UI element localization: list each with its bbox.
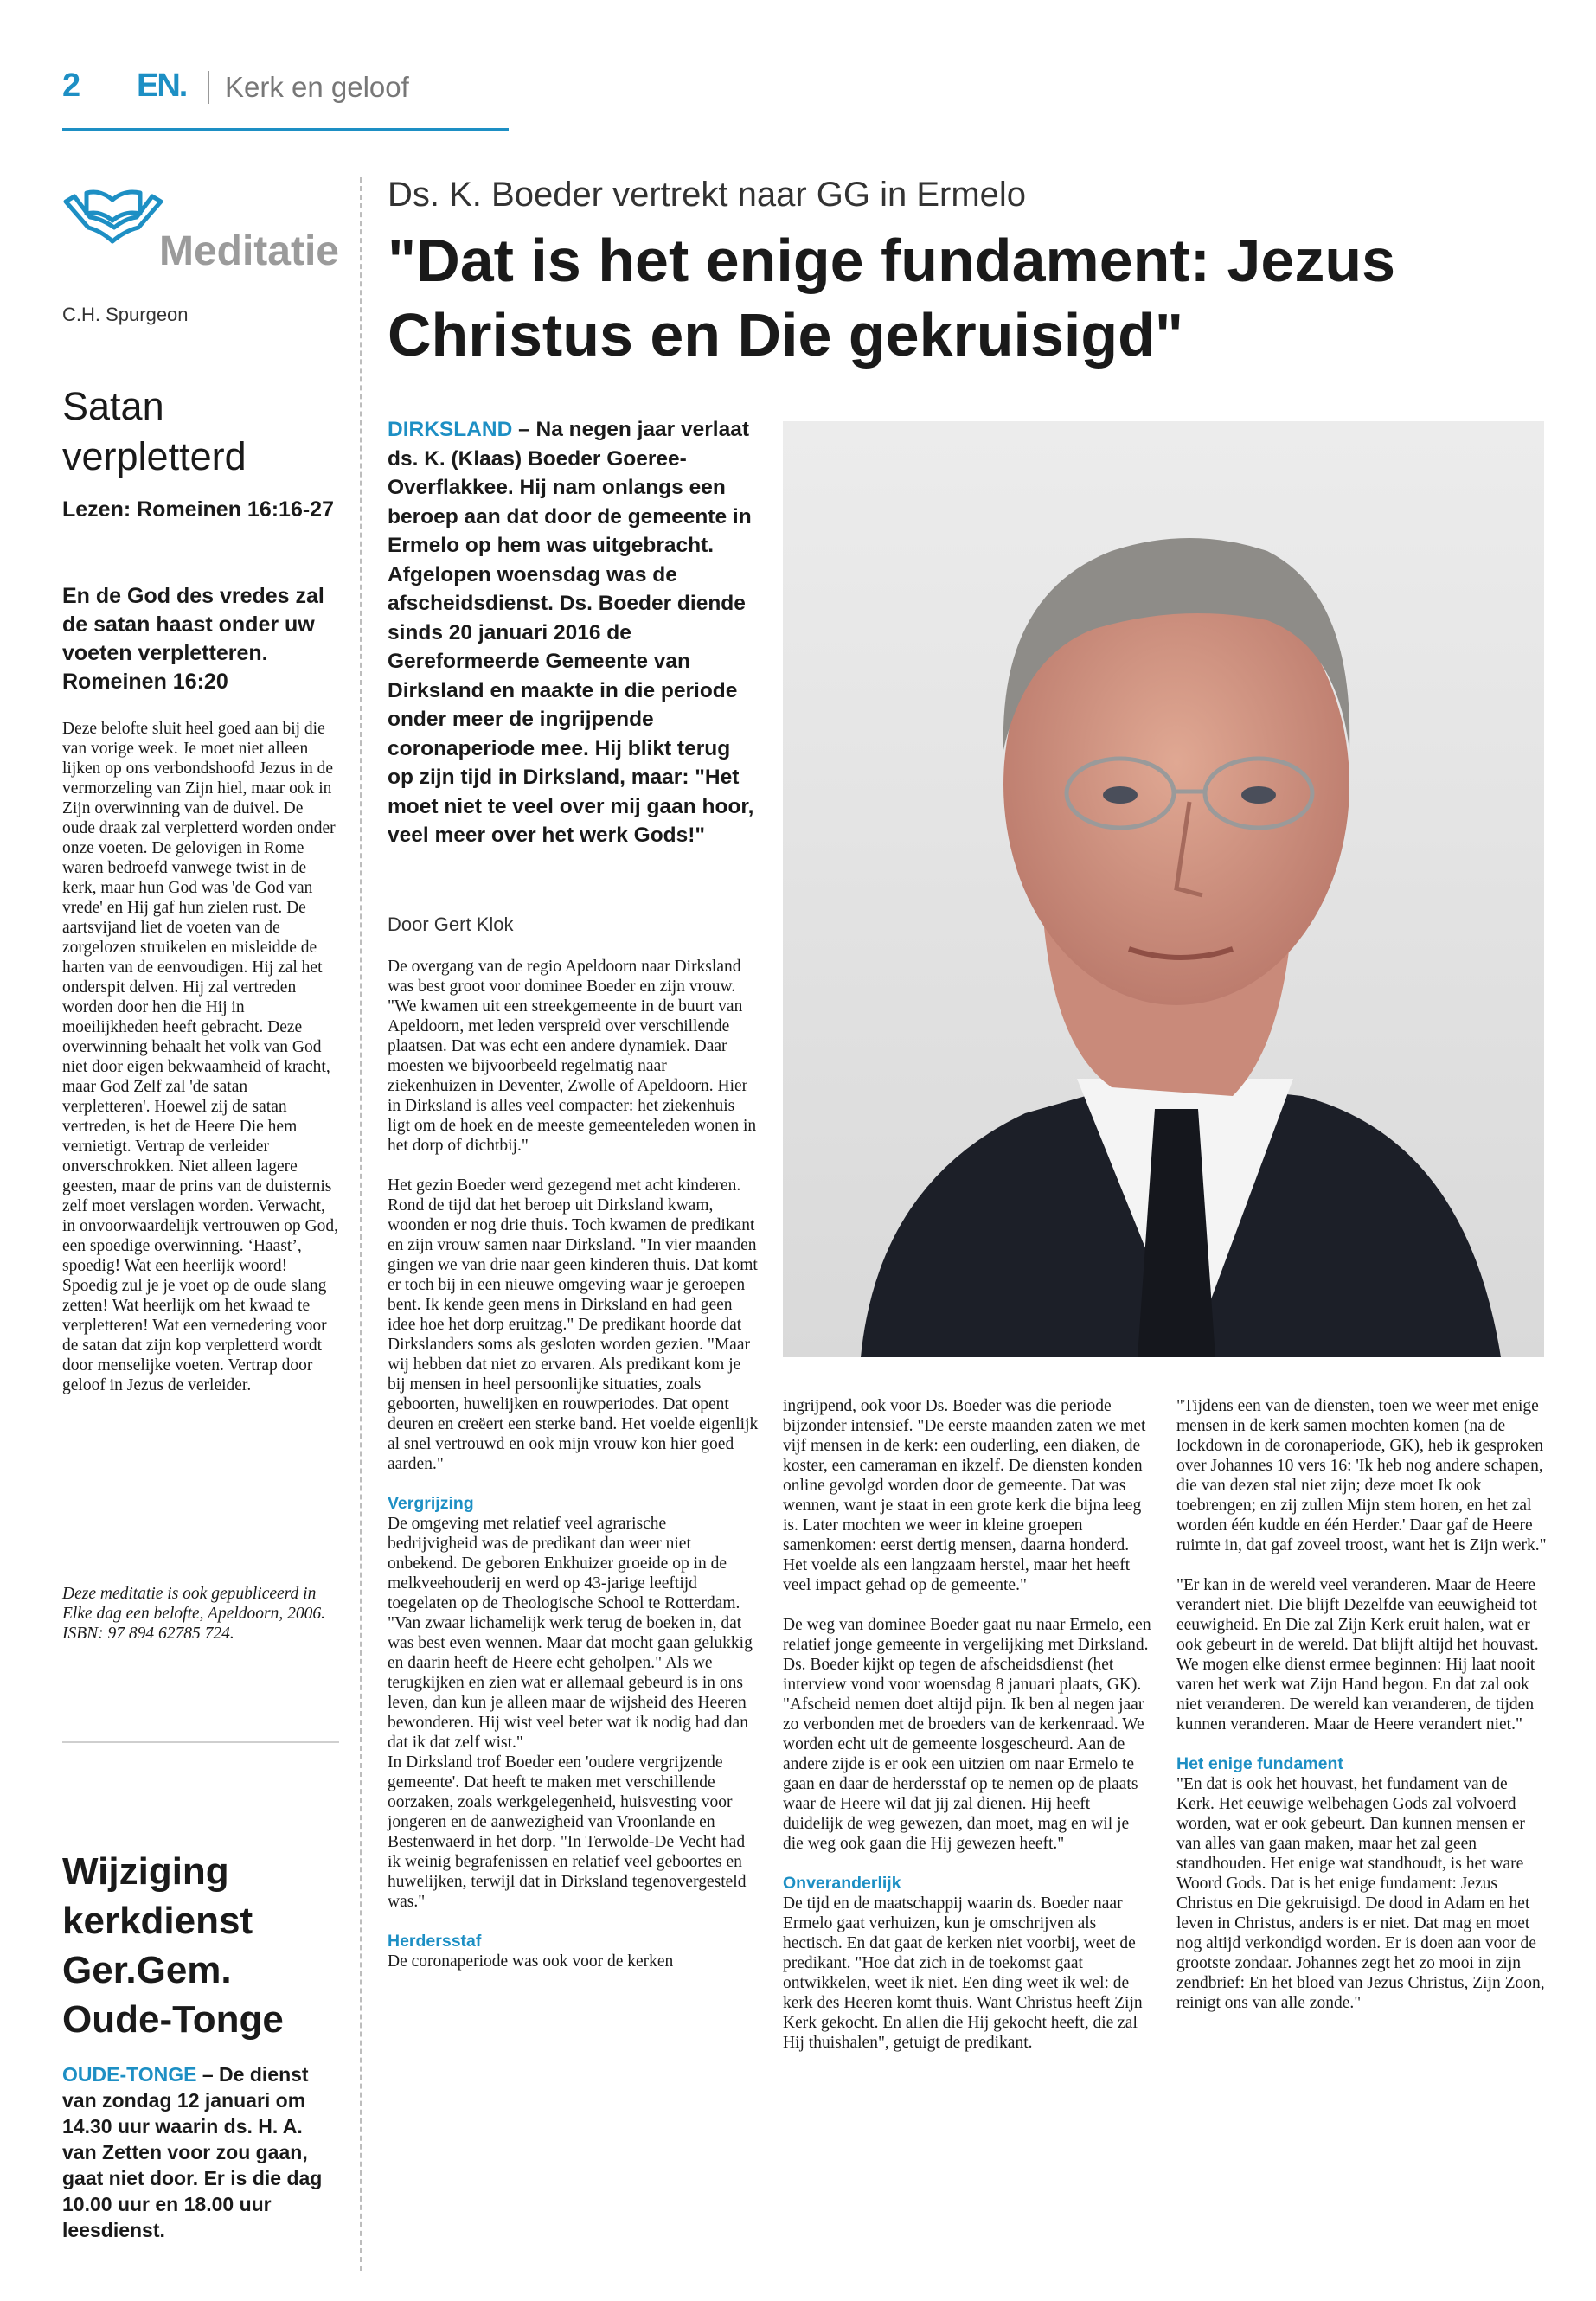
meditation-heading: Satan verpletterd bbox=[62, 384, 247, 478]
header-rule bbox=[62, 128, 509, 131]
body-paragraph: De overgang van de regio Apeldoorn naar Dirksland was best groot voor dominee Boeder en zijn vrouw. "We kwamen uit een streekgemeente in de buurt van Apeldoorn, met leden verspreid over verschillende plaatsen. Dat was echt een andere dynamiek. Daar moesten we bijvoorbeeld regelmatig naar ziekenhuizen in Deventer, Zwolle of Apeldoorn. Hier in Dirksland is alles veel compacter: het ziekenhuis ligt om de hoek en de meeste gemeenteleden wonen in het dorp of dichtbij." bbox=[388, 958, 757, 1155]
page-number: 2 bbox=[62, 67, 81, 104]
body-paragraph: De weg van dominee Boeder gaat nu naar Ermelo, een relatief jonge gemeente in vergelijking met Dirksland. Ds. Boeder kijkt op tegen de afscheidsdienst (het interview vond voor woensdag 8 januari plaats, GK). "Afscheid nemen doet altijd pijn. Ik ben al negen jaar zo verbonden met de broeders van de kerkenraad. We worden echt uit de gemeente losgescheurd. Aan de andere zijde is er ook een uitzien om naar Ermelo te gaan en daar de herdersstaf op te nemen op de plaats waar de Heere wil dat jij zal dienen. Hij heeft duidelijk de weg gewezen, dan moet, mag en wil je die weg ook gaan die Hij gewezen heeft." bbox=[783, 1616, 1151, 1853]
subheading-het-enige-fundament: Het enige fundament bbox=[1176, 1754, 1343, 1773]
meditation-body: Deze belofte sluit heel goed aan bij die van vorige week. Je moet niet alleen lijken op ons verbondshoofd Jezus in de vermorzeling van Zijn hiel, maar ook in Zijn overwinning van de duivel. De oude draak zal verpletterd worden onder onze voeten. De gelovigen in Rome waren bedroefd vanwege twist in de kerk, maar hun God was 'de God van vrede' en Hij gaf hun zielen rust. De aartsvijand liet de voeten van de zorgelozen struikelen en misleidde de harten van de eenvoudigen. Hij zal het onderspit delven. Hij zal vertreden worden door hen die Hij in moeilijkheden heeft gebracht. Deze overwinning behaalt het volk van God niet door eigen bekwaamheid of kracht, maar God Zelf zal 'de satan verpletteren'. Hoewel zij de satan vertreden, is het de Heere Die hem vernietigt. Vertrap de verleider onverschrokken. Niet alleen lagere geesten, maar de prins van de duisternis zelf moet verslagen worden. Verwacht, in onvoorwaardelijk vertrouwen op God, een spoedige overwinning. ‘Haast’, spoedig! Wat een heerlijk woord! Spoedig zul je je voet op de oude slang zetten! Wat heerlijk om het kwaad te verpletteren! Wat een vernedering voor de satan dat zijn kop verpletterd wordt door menselijke voeten. Vertrap door geloof in Jezus de verleider. bbox=[62, 720, 338, 1394]
body-paragraph: "Er kan in de wereld veel veranderen. Maar de Heere verandert niet. Die blijft Dezelfde van eeuwigheid tot eeuwigheid. En Die zal Zijn Kerk eruit halen, wat er ook gebeurt in de wereld. Dat blijft altijd het houvast. We mogen elke dienst ermee beginnen: Hij laat nooit varen het werk wat Zijn Hand begon. En dat zal ook niet veranderen. De wereld kan veranderen, de tijden kunnen veranderen. Maar de Heere verandert niet." bbox=[1176, 1576, 1539, 1734]
sidebar-divider bbox=[62, 1741, 339, 1743]
body-paragraph: De tijd en de maatschappij waarin ds. Boeder naar Ermelo gaat verhuizen, kun je omschrijven als hectisch. En dat gaat de kerken niet voorbij, weet de predikant. "Hoe dat zich in de toekomst gaat ontwikkelen, weet ik niet. Een ding weet ik wel: de kerk des Heeren komt thuis. Want Christus heeft Zijn Kerk gekocht. En allen die Hij gekocht heeft, die zal Hij thuishalen", getuigt de predikant. bbox=[783, 1894, 1143, 2052]
article-column-2 bbox=[783, 1396, 1153, 2073]
article-headline: "Dat is het enige fundament: Jezus Christus en Die gekruisigd" bbox=[388, 227, 1396, 369]
body-paragraph: "En dat is ook het houvast, het fundament van de Kerk. Het eeuwige welbehagen Gods zal volvoerd worden, wat er ook gebeurt. Dan kunnen mensen er van alles van gaan maken, maar het zal geen standhouden. Het enige wat standhoudt, is het ware Woord Gods. Dat is het enige fundament: Jezus Christus en Die gekruisigd. De dood in Adam en het leven in Christus, anders is er niet. Dat mag en moet nog altijd verkondigd worden. Er is doen aan voor de grootste zondaar. Johannes zegt het zo mooi in zijn zendbrief: En het bloed van Jezus Christus, Zijn Zoon, reinigt ons van alle zonde." bbox=[1176, 1775, 1545, 2012]
body-paragraph: De coronaperiode was ook voor de kerken bbox=[388, 1952, 674, 1971]
portrait-photo bbox=[783, 421, 1544, 1357]
article-column-3 bbox=[1176, 1396, 1547, 2033]
subheading-onveranderlijk: Onveranderlijk bbox=[783, 1874, 901, 1893]
column-divider bbox=[360, 177, 362, 2271]
subheading-herdersstaf: Herdersstaf bbox=[388, 1932, 482, 1951]
notice-body bbox=[62, 2061, 339, 2243]
notice-text: – De dienst van zondag 12 januari om 14.30 uur waarin ds. H. A. van Zetten voor zou gaan, gaat niet door. Er is die dag 10.00 uur en 18.00 uur leesdienst. bbox=[62, 2063, 323, 2241]
lead-dateline: DIRKSLAND bbox=[388, 418, 513, 441]
lead-text: – Na negen jaar verlaat ds. K. (Klaas) Boeder Goeree-Overflakkee. Hij nam onlangs een beroep aan dat door de gemeente in Ermelo op hem was uitgebracht. Afgelopen woensdag was de afscheidsdienst. Ds. Boeder diende sinds 20 januari 2016 de Gereformeerde Gemeente van Dirksland en maakte in die periode onder meer de ingrijpende coronaperiode mee. Hij blikt terug op zijn tijd in Dirksland, maar: "Het moet niet te veel over mij gaan hoor, veel meer over het werk Gods!" bbox=[388, 418, 754, 847]
article-column-1 bbox=[388, 957, 760, 1991]
notice-title: Wijziging kerkdienst Ger.Gem. Oude-Tonge bbox=[62, 1850, 284, 2041]
header-separator bbox=[208, 71, 209, 104]
meditation-quote: En de God des vredes zal de satan haast onder uw voeten verpletteren. Romeinen 16:20 bbox=[62, 584, 324, 694]
meditation-source-note: Deze meditatie is ook gepubliceerd in Elke dag een belofte, Apeldoorn, 2006. ISBN: 97 894 62785 724. bbox=[62, 1585, 325, 1643]
body-paragraph: Het gezin Boeder werd gezegend met acht kinderen. Rond de tijd dat het beroep uit Dirksland kwam, woonden er nog drie thuis. Toch kwamen de predikant en zijn vrouw samen naar Dirksland. "In vier maanden gingen we van drie naar geen kinderen thuis. Dat komt er toch bij in een nieuwe omgeving waar je geroepen bent. Ik kende geen mens in Dirksland en had geen idee hoe het dorp eruitzag." De predikant hoorde dat Dirkslanders soms als gesloten worden gezien. "Maar wij hebben dat niet zo ervaren. Als predikant kom je bij mensen in heel persoonlijke situaties, zoals geboorten, huwelijken en rouwperiodes. Dat opent deuren en creëert een sterke band. Het voelde eigenlijk al snel vertrouwd en ook mijn vrouw kon hier goed aarden." bbox=[388, 1176, 759, 1473]
article-byline: Door Gert Klok bbox=[388, 913, 514, 935]
page-header bbox=[62, 62, 509, 130]
meditatie-label: Meditatie bbox=[158, 228, 339, 274]
body-paragraph: In Dirksland trof Boeder een 'oudere vergrijzende gemeente'. Dat heeft te maken met verschillende oorzaken, zoals werkgelegenheid, huisvesting voor jongeren en de aanwezigheid van Vroonlande en Bestenwaerd in het dorp. "In Terwolde-De Vecht had ik weinig begrafenissen en relatief veel geboortes en huwelijken, terwijl dat in Dirksland tegenovergesteld was." bbox=[388, 1753, 747, 1911]
subheading-vergrijzing: Vergrijzing bbox=[388, 1494, 474, 1513]
en-logo: EN. bbox=[137, 67, 187, 104]
body-paragraph: "Tijdens een van de diensten, toen we weer met enige mensen in de kerk samen mochten komen (na de lockdown in de coronaperiode, GK), heb ik gesproken over Johannes 10 vers 16: 'Ik heb nog andere schapen, die van dezen stal niet zijn; deze moet Ik ook toebrengen; en zij zullen Mijn stem horen, en het zal worden één kudde en één Herder.' Daar gaf de Heere ruimte in, dat gaf zoveel troost, want het is Zijn werk." bbox=[1176, 1397, 1547, 1554]
body-paragraph: ingrijpend, ook voor Ds. Boeder was die periode bijzonder intensief. "De eerste maanden zaten we met vijf mensen in de kerk: een ouderling, een diaken, de koster, een cameraman en ikzelf. De diensten konden online gevolgd worden door de gemeente. Dat was wennen, want je staat in een grote kerk die bijna leeg is. Later mochten we weer in kleine groepen samenkomen: eerst dertig mensen, daarna honderd. Het voelde als een langzaam herstel, maar het heeft veel impact gehad op de gemeente." bbox=[783, 1397, 1146, 1594]
meditation-author: C.H. Spurgeon bbox=[62, 304, 189, 325]
body-paragraph: De omgeving met relatief veel agrarische bedrijvigheid was de predikant dan weer niet onbekend. De geboren Enkhuizer groeide op in de melkveehouderij en werd op 43-jarige leeftijd toegelaten op de Theologische School te Rotterdam. "Van zwaar lichamelijk werk terug de boeken in, dat was best even wennen. Maar dat mocht gaan gelukkig en daarin heeft de Heere echt geholpen." Als we terugkijken en zien wat er allemaal gebeurd is in ons leven, dan kun je alleen maar de wijsheid des Heeren bewonderen. Hij wist veel beter wat ik nodig had dan dat ik dat zelf wist." bbox=[388, 1515, 753, 1752]
notice-dateline: OUDE-TONGE bbox=[62, 2063, 197, 2086]
article-lead bbox=[388, 415, 760, 850]
article-kicker: Ds. K. Boeder vertrekt naar GG in Ermelo bbox=[388, 176, 1027, 214]
meditation-reading: Lezen: Romeinen 16:16-27 bbox=[62, 497, 334, 522]
section-label: Kerk en geloof bbox=[225, 71, 409, 103]
